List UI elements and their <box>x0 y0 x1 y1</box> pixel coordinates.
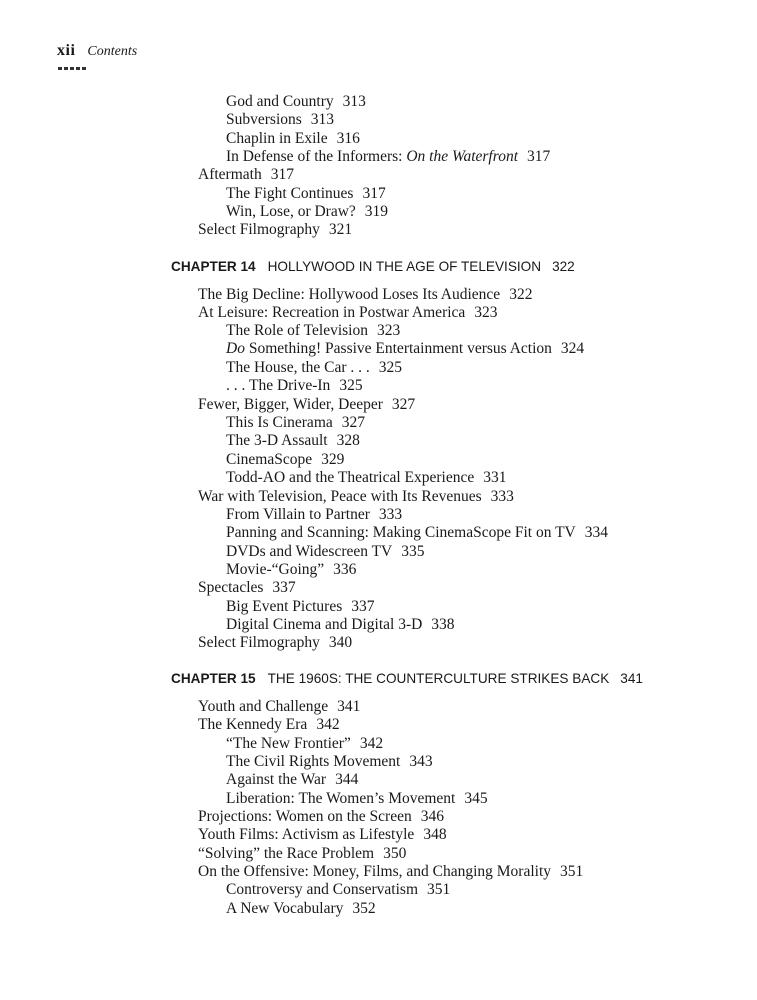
page-ref: 341 <box>620 671 643 686</box>
section-entry <box>198 845 406 863</box>
page-ref: 337 <box>272 579 296 596</box>
subsection-entry <box>226 130 360 148</box>
page-ref: 323 <box>474 304 498 321</box>
section-entry <box>198 304 498 322</box>
page-ref: 350 <box>383 845 407 862</box>
entry-title: Youth Films: Activism as Lifestyle <box>198 826 415 843</box>
subsection-entry <box>226 322 400 340</box>
entry-title: This Is Cinerama <box>226 414 333 431</box>
subsection-entry <box>226 900 376 918</box>
page-ref: 344 <box>335 771 359 788</box>
section-entry <box>198 221 352 239</box>
section-entry <box>198 579 296 597</box>
entry-title: “Solving” the Race Problem <box>198 845 375 862</box>
chapter-label: CHAPTER 14 <box>171 259 256 274</box>
page-ref: 333 <box>378 506 403 523</box>
entry-title: Aftermath <box>198 166 262 183</box>
subsection-entry <box>226 111 334 129</box>
section-entry <box>198 488 514 506</box>
entry-title: CinemaScope <box>226 451 313 468</box>
subsection-entry <box>226 543 425 561</box>
entry-title: The Civil Rights Movement <box>226 753 401 770</box>
subsection-entry <box>226 616 455 634</box>
subsection-entry <box>226 203 388 221</box>
entry-title: The Kennedy Era <box>198 716 308 733</box>
subsection-entry <box>226 451 344 469</box>
subsection-entry <box>226 561 356 579</box>
page-ref: 313 <box>342 93 366 110</box>
chapter-heading <box>171 258 575 276</box>
page-ref: 346 <box>420 808 444 825</box>
page-ref: 342 <box>316 716 340 733</box>
entry-title: Against the War <box>226 771 327 788</box>
entry-title: A New Vocabulary <box>226 900 344 917</box>
page-ref: 327 <box>341 414 366 431</box>
subsection-entry <box>226 377 363 395</box>
section-entry <box>198 698 360 716</box>
page-ref: 341 <box>337 698 361 715</box>
page-ref: 327 <box>391 396 416 413</box>
header-dot-rule <box>58 67 88 70</box>
page-ref: 319 <box>364 203 389 220</box>
entry-title: Fewer, Bigger, Wider, Deeper <box>198 396 383 413</box>
entry-title: At Leisure: Recreation in Postwar America <box>198 304 466 321</box>
entry-title: Youth and Challenge <box>198 698 329 715</box>
entry-title: Subversions <box>226 111 302 128</box>
subsection-entry <box>226 790 488 808</box>
page-ref: 322 <box>552 259 575 274</box>
entry-title: Select Filmography <box>198 221 320 238</box>
page-ref: 331 <box>483 469 507 486</box>
subsection-entry <box>226 469 507 487</box>
entry-title: Select Filmography <box>198 634 320 651</box>
chapter-label: CHAPTER 15 <box>171 671 256 686</box>
subsection-entry <box>226 340 584 358</box>
subsection-entry <box>226 598 375 616</box>
page-ref: 338 <box>431 616 455 633</box>
entry-title: Controversy and Conservatism <box>226 881 419 898</box>
entry-title: Win, Lose, or Draw? <box>226 203 356 220</box>
entry-title: Todd-AO and the Theatrical Experience <box>226 469 475 486</box>
entry-title: On the Offensive: Money, Films, and Changing Morality <box>198 863 552 880</box>
section-entry <box>198 863 583 881</box>
page-ref: 322 <box>509 286 533 303</box>
page-ref: 348 <box>423 826 447 843</box>
page-ref: 317 <box>270 166 294 183</box>
entry-title: Big Event Pictures <box>226 598 343 615</box>
page-ref: 334 <box>584 524 608 541</box>
chapter-heading <box>171 670 643 688</box>
subsection-entry <box>226 148 550 166</box>
page-ref: 329 <box>321 451 345 468</box>
entry-title: The House, the Car . . . <box>226 359 370 376</box>
page-ref: 351 <box>427 881 451 898</box>
entry-title: God and Country <box>226 93 334 110</box>
section-entry <box>198 286 532 304</box>
entry-title: Projections: Women on the Screen <box>198 808 412 825</box>
page-ref: 325 <box>378 359 403 376</box>
section-entry <box>198 634 352 652</box>
page-ref: 324 <box>560 340 585 357</box>
chapter-title: HOLLYWOOD IN THE AGE OF TELEVISION <box>267 259 542 274</box>
entry-title: The Big Decline: Hollywood Loses Its Audience <box>198 286 501 303</box>
page-ref: 352 <box>352 900 376 917</box>
chapter-title: THE 1960S: THE COUNTERCULTURE STRIKES BACK <box>267 671 610 686</box>
section-entry <box>198 166 294 184</box>
section-entry <box>198 826 447 844</box>
entry-title: . . . The Drive-In <box>226 377 331 394</box>
subsection-entry <box>226 93 366 111</box>
page-ref: 333 <box>490 488 514 505</box>
entry-title: Digital Cinema and Digital 3-D <box>226 616 423 633</box>
entry-title: DVDs and Widescreen TV <box>226 543 393 560</box>
entry-title-italic: Do <box>226 340 245 357</box>
page-ref: 345 <box>464 790 488 807</box>
entry-title: Movie-“Going” <box>226 561 325 578</box>
entry-title: From Villain to Partner <box>226 506 370 523</box>
subsection-entry <box>226 735 383 753</box>
entry-title: War with Television, Peace with Its Revenues <box>198 488 482 505</box>
page-ref: 313 <box>310 111 335 128</box>
entry-title: “The New Frontier” <box>226 735 351 752</box>
page-number: xii <box>57 42 76 59</box>
page-ref: 342 <box>359 735 384 752</box>
subsection-entry <box>226 881 450 899</box>
section-entry <box>198 716 340 734</box>
section-entry <box>198 808 444 826</box>
page-ref: 325 <box>339 377 363 394</box>
running-head-title: Contents <box>87 44 138 59</box>
subsection-entry <box>226 524 608 542</box>
subsection-entry <box>226 359 402 377</box>
subsection-entry <box>226 771 358 789</box>
page-ref: 337 <box>351 598 375 615</box>
entry-title: Liberation: The Women’s Movement <box>226 790 456 807</box>
page-ref: 340 <box>328 634 353 651</box>
entry-title: Panning and Scanning: Making CinemaScope Fit on TV <box>226 524 576 541</box>
subsection-entry <box>226 432 360 450</box>
entry-title: Chaplin in Exile <box>226 130 328 147</box>
subsection-entry <box>226 506 402 524</box>
entry-title: Something! Passive Entertainment versus Action <box>244 340 552 357</box>
page-ref: 317 <box>362 185 386 202</box>
entry-title-italic: On the Waterfront <box>406 148 518 165</box>
subsection-entry <box>226 185 386 203</box>
page-ref: 335 <box>401 543 425 560</box>
page-ref: 321 <box>328 221 353 238</box>
page-ref: 336 <box>333 561 357 578</box>
subsection-entry <box>226 753 433 771</box>
page-ref: 323 <box>376 322 401 339</box>
page-ref: 316 <box>336 130 360 147</box>
page-ref: 317 <box>527 148 551 165</box>
page-ref: 328 <box>336 432 360 449</box>
entry-title: The Role of Television <box>226 322 368 339</box>
entry-title: The Fight Continues <box>226 185 354 202</box>
page-ref: 351 <box>560 863 584 880</box>
section-entry <box>198 396 415 414</box>
entry-title: Spectacles <box>198 579 264 596</box>
entry-title: In Defense of the Informers: <box>226 148 407 165</box>
entry-title: The 3-D Assault <box>226 432 328 449</box>
subsection-entry <box>226 414 365 432</box>
running-header <box>57 42 137 60</box>
page-ref: 343 <box>409 753 433 770</box>
